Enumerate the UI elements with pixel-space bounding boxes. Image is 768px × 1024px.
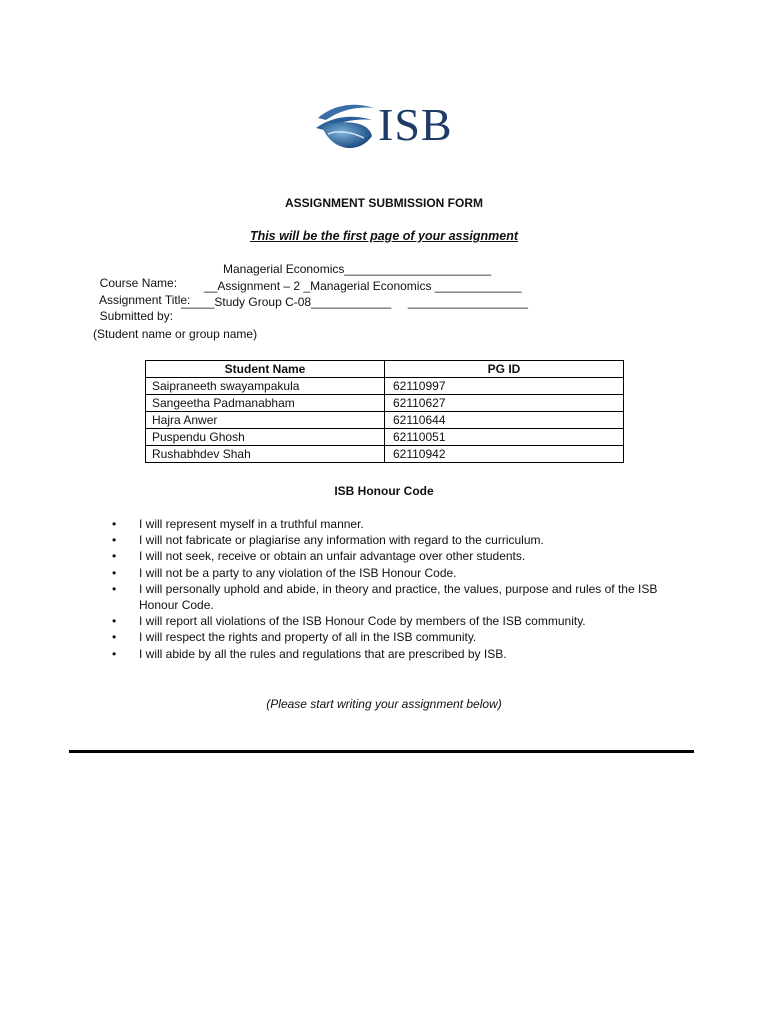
list-item — [112, 565, 672, 581]
student-name-cell: Puspendu Ghosh — [146, 429, 385, 446]
student-table — [145, 360, 624, 463]
assignment-title-label: Assignment Title: — [99, 293, 191, 307]
course-name-label: Course Name: — [99, 276, 178, 290]
pg-id-cell: 62110644 — [385, 412, 624, 429]
honour-rule-text: I will not be a party to any violation of the ISB Honour Code. — [139, 565, 457, 580]
bullet-icon: • — [112, 630, 117, 645]
header-pg-id: PG ID — [385, 361, 624, 378]
honour-rule-text: I will report all violations of the ISB Honour Code by members of the ISB community. — [139, 614, 586, 629]
divider-line — [69, 750, 694, 753]
header-student-name: Student Name — [146, 361, 385, 378]
list-item — [112, 629, 672, 645]
table-row — [146, 395, 624, 412]
student-name-cell: Rushabhdev Shah — [146, 446, 385, 463]
list-item — [112, 548, 672, 564]
pg-id-cell: 62110942 — [385, 446, 624, 463]
student-name-cell: Hajra Anwer — [146, 412, 385, 429]
bullet-icon: • — [112, 517, 117, 531]
isb-logo — [312, 90, 472, 162]
student-name-note: (Student name or group name) — [93, 327, 258, 341]
table-row — [146, 378, 624, 395]
list-item — [112, 516, 672, 532]
table-row — [146, 446, 624, 463]
pg-id-cell: 62110627 — [385, 395, 624, 412]
honour-rule-text: I will personally uphold and abide, in theory and practice, the values, purpose and rules of the ISB Honour Code. — [139, 581, 658, 613]
table-row — [146, 429, 624, 446]
submitted-by-value: _____Study Group C-08____________ __________________ — [181, 295, 528, 309]
start-writing-note: (Please start writing your assignment below) — [266, 697, 502, 711]
list-item — [112, 581, 672, 613]
course-name-value: Managerial Economics______________________ — [223, 262, 492, 276]
honour-rule-text: I will abide by all the rules and regulations that are prescribed by ISB. — [139, 646, 507, 661]
bullet-icon: • — [112, 581, 117, 596]
honour-rule-text: I will not fabricate or plagiarise any information with regard to the curriculum. — [139, 533, 544, 548]
list-item — [112, 532, 672, 548]
honour-rule-text: I will respect the rights and property of all in the ISB community. — [139, 630, 477, 645]
form-title: ASSIGNMENT SUBMISSION FORM — [284, 196, 483, 210]
bullet-icon: • — [112, 533, 117, 548]
logo-text: ISB — [378, 99, 453, 150]
student-name-cell: Sangeetha Padmanabham — [146, 395, 385, 412]
form-subtitle: This will be the first page of your assignment — [249, 229, 519, 243]
bullet-icon: • — [112, 565, 117, 580]
bullet-icon: • — [112, 614, 117, 629]
list-item — [112, 646, 672, 662]
honour-rule-text: I will represent myself in a truthful manner. — [139, 517, 364, 531]
isb-wings-globe-icon — [312, 90, 378, 162]
assignment-title-value: __Assignment – 2 _Managerial Economics _____________ — [204, 279, 522, 293]
pg-id-cell: 62110051 — [385, 429, 624, 446]
bullet-icon: • — [112, 549, 117, 564]
list-item — [112, 613, 672, 629]
student-name-cell: Saipraneeth swayampakula — [146, 378, 385, 395]
bullet-icon: • — [112, 646, 117, 661]
table-row — [146, 412, 624, 429]
honour-code-title: ISB Honour Code — [334, 484, 434, 498]
honour-rule-text: I will not seek, receive or obtain an unfair advantage over other students. — [139, 549, 526, 564]
submitted-by-label: Submitted by: — [99, 309, 174, 323]
table-header-row — [146, 361, 624, 378]
pg-id-cell: 62110997 — [385, 378, 624, 395]
honour-code-list — [112, 516, 672, 662]
